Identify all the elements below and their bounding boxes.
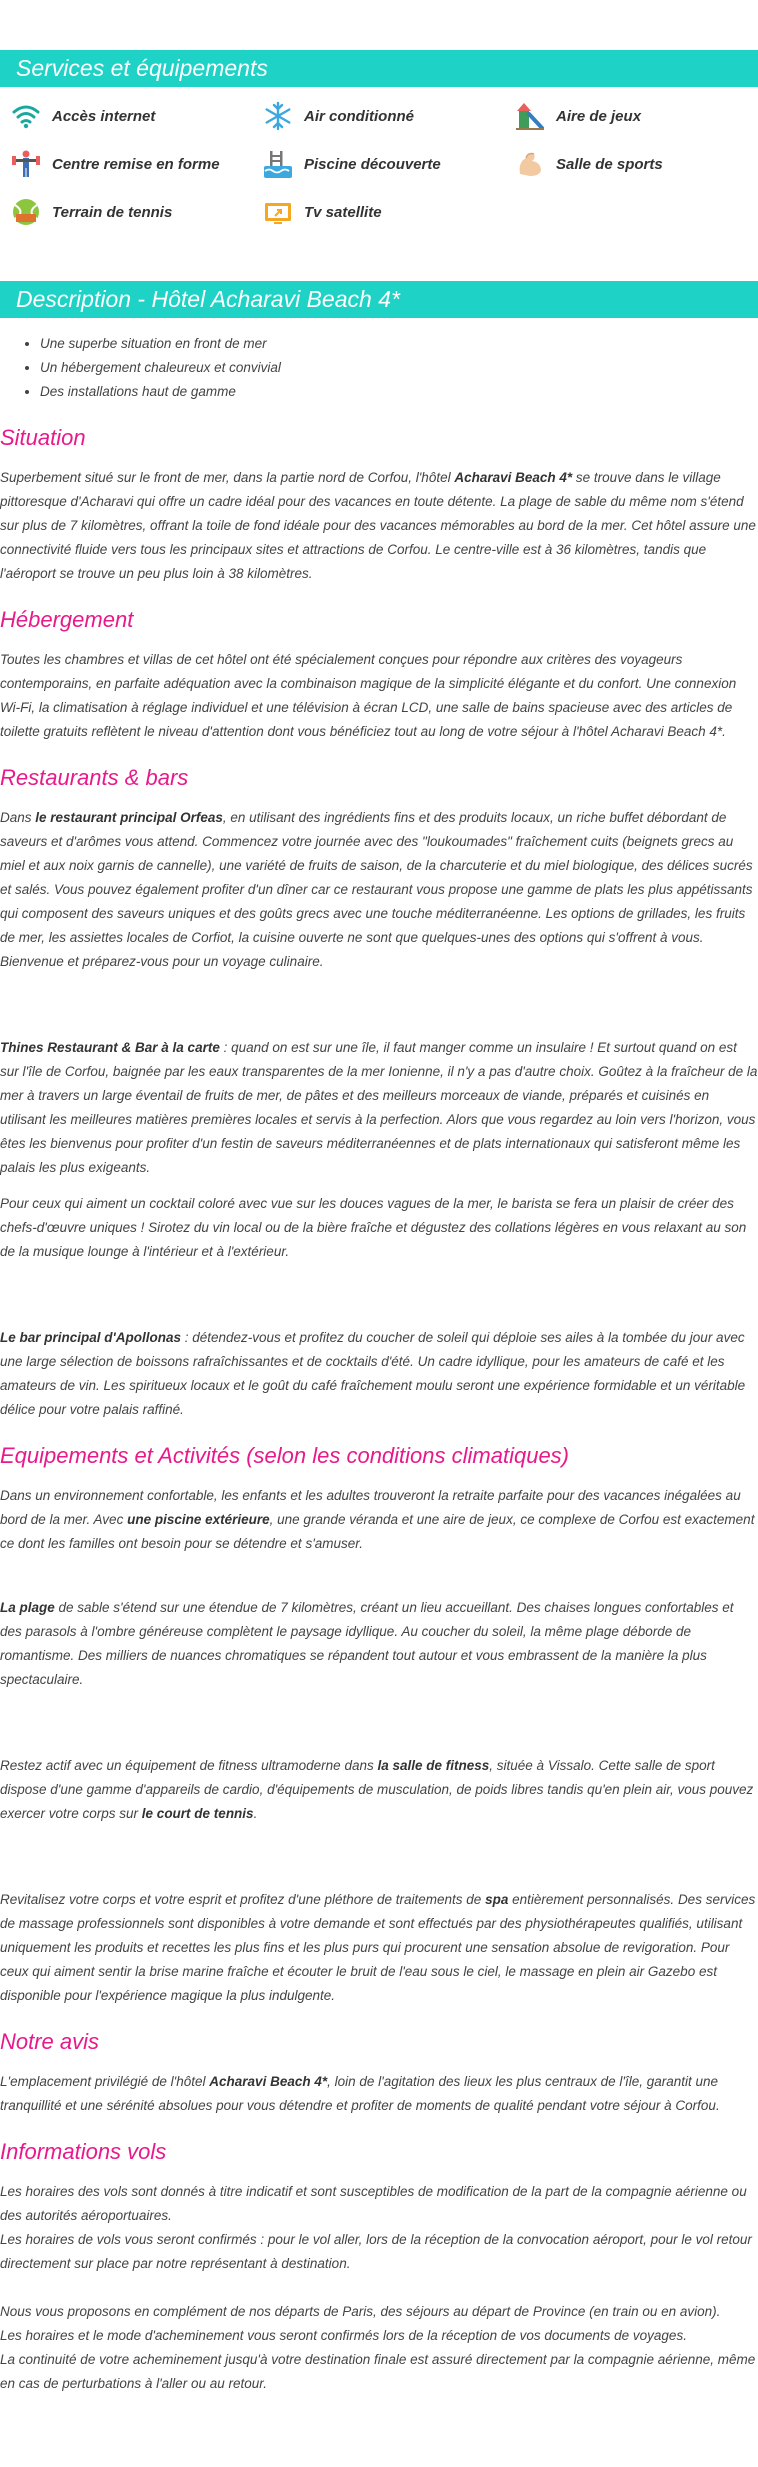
spa-paragraph: Revitalisez votre corps et votre esprit et profitez d'une pléthore de traitements de spa entièrement personnalisés. Des services de massage professionnels sont disponibles à votre demande et sont effectués par des physiothérapeutes qualifiés, utilisant uniquement les produits et recettes les plus fins et les plus purs qui procurent une sensation absolue de revigoration. Pour ceux qui aiment sentir la brise marine fraîche et écouter le bruit de l'eau sous le ciel, le massage en plein air Gazebo est disponible pour l'expérience magique la plus indulgente. [0, 1892, 756, 2003]
list-item: • Une superbe situation en front de mer [40, 332, 758, 356]
service-label: Centre remise en forme [52, 155, 220, 173]
hebergement-paragraph: Toutes les chambres et villas de cet hôtel ont été spécialement conçues pour répondre aux critères des voyageurs contemporains, en parfaite adéquation avec la combinaison magique de la simplicité élégante et du confort. Une connexion Wi-Fi, la climatisation à réglage individuel et une télévision à écran LCD, une salle de bains spacieuse avec des articles de toilette gratuits reflètent le niveau d'attention dont vous bénéficiez tout au long de votre séjour à l'hôtel Acharavi Beach 4*. [0, 652, 737, 739]
fitness-paragraph: Restez actif avec un équipement de fitness ultramoderne dans la salle de fitness, située à Vissalo. Cette salle de sport dispose d'une gamme d'appareils de cardio, d'équipements de musculation, de poids libres tandis qu'en plein air, vous pouvez exercer votre corps sur le court de tennis. [0, 1758, 754, 1821]
restaurant-thines-paragraph: Thines Restaurant & Bar à la carte : quand on est sur une île, il faut manger comme un insulaire ! Et surtout quand on est sur l'île de Corfou, baignée par les eaux transparentes de la mer Ionienne, il n'y a pas d'autre choix. Goûtez à la fraîcheur de la mer à travers un large éventail de fruits de mer, de pâtes et des meilleurs morceaux de viande, préparés et cuisinés en utilisant les meilleures matières premières locales et servis à la perfection. Alors que vous regardez au loin vers l'horizon, vous êtes les bienvenus pour profiter d'un festin de saveurs méditerranéennes et de plats internationaux qui satisferont même les palais les plus exigeants. [0, 1040, 758, 1175]
avis-heading: Notre avis [0, 2029, 100, 2054]
beach-paragraph: La plage de sable s'étend sur une étendue de 7 kilomètres, créant un lieu accueillant. Des chaises longues confortables et des parasols à l'ombre généreuse complètent le paysage idyllique. Au coucher du soleil, la même plage déborde de romantisme. Des milliers de nuances chromatiques se répandent tout autour et vous embrassent de la manière la plus spectaculaire. [0, 1600, 734, 1687]
service-label: Terrain de tennis [52, 203, 173, 221]
vols-province-paragraph: Nous vous proposons en complément de nos départs de Paris, des séjours au départ de Province (en train ou en avion). Les horaires et le mode d'acheminement vous seront confirmés lors de la réception de vos documents de voyages. La continuité de votre acheminement jusqu'à votre destination finale est assuré directement par la compagnie aérienne, même en cas de perturbations à l'aller ou au retour. [0, 2304, 756, 2391]
hebergement-heading: Hébergement [0, 607, 134, 632]
service-label: Aire de jeux [556, 107, 642, 125]
restaurant-orfeas-paragraph: Dans le restaurant principal Orfeas, en utilisant des ingrédients fins et des produits locaux, un riche buffet débordant de saveurs et d'arômes vous attend. Commencez votre journée avec des "loukoumades" fraîchement cuits (beignets grecs au miel et aux noix garnis de cannelle), une variété de fruits de saison, de la charcuterie et du miel biologique, des délices sucrés et salés. Vous pouvez également profiter d'un dîner car ce restaurant vous propose une gamme de plats les plus appétissants qui composent des saveurs uniques et des goûts grecs avec une touche méditerranéenne. Les options de grillades, les fruits de mer, les assiettes locales de Corfiot, la cuisine ouverte ne sont que quelques-unes des options qui s'offrent à vous. Bienvenue et préparez-vous pour un voyage culinaire. [0, 810, 753, 969]
list-item: • Des installations haut de gamme [40, 380, 758, 404]
service-internet [10, 99, 262, 133]
service-tennis-court [10, 195, 262, 229]
description-title: Description - Hôtel Acharavi Beach 4* [0, 281, 758, 318]
gym-icon [514, 148, 546, 180]
services-section-title: Services et équipements [0, 50, 758, 87]
service-label: Piscine découverte [304, 155, 441, 173]
service-label: Tv satellite [304, 203, 382, 221]
cocktail-paragraph: Pour ceux qui aiment un cocktail coloré avec vue sur les douces vagues de la mer, le barista se fera un plaisir de créer des chefs-d'œuvre uniques ! Sirotez du vin local ou de la bière fraîche et dégustez des collations légères en vous relaxant au son de la musique lounge à l'intérieur et à l'extérieur. [0, 1196, 747, 1259]
situation-paragraph: Superbement situé sur le front de mer, dans la partie nord de Corfou, l'hôtel Acharavi Beach 4* se trouve dans le village pittoresque d'Acharavi qui offre un cadre idéal pour des vacances en toute détente. La plage de sable du même nom s'étend sur plus de 7 kilomètres, offrant la toile de fond idéale pour des vacances mémorables au bord de la mer. Cet hôtel assure une connectivité fluide vers tous les principaux sites et attractions de Corfou. Le centre-ville est à 36 kilomètres, tandis que l'aéroport se trouve un peu plus loin à 38 kilomètres. [0, 470, 756, 581]
highlights-list [0, 332, 758, 404]
tennis-icon [10, 196, 42, 228]
service-playground [514, 99, 758, 133]
restaurants-heading: Restaurants & bars [0, 765, 189, 790]
service-label: Salle de sports [556, 155, 663, 173]
snowflake-icon [262, 100, 294, 132]
service-satellite-tv [262, 195, 514, 229]
fitness-icon [10, 148, 42, 180]
pool-icon [262, 148, 294, 180]
situation-heading: Situation [0, 425, 86, 450]
playground-icon [514, 100, 546, 132]
wifi-icon [10, 100, 42, 132]
services-grid [0, 87, 758, 229]
avis-paragraph: L'emplacement privilégié de l'hôtel Acharavi Beach 4*, loin de l'agitation des lieux les plus centraux de l'île, garantit une tranquillité et une sérénité absolues pour vous détendre et profiter de moments de qualité pendant votre séjour à Corfou. [0, 2074, 720, 2113]
service-label: Air conditionné [304, 107, 414, 125]
service-gym [514, 147, 758, 181]
service-outdoor-pool [262, 147, 514, 181]
list-item: • Un hébergement chaleureux et convivial [40, 356, 758, 380]
vols-paragraph: Les horaires des vols sont donnés à titre indicatif et sont susceptibles de modification de la part de la compagnie aérienne ou des autorités aéroportuaires. Les horaires de vols vous seront confirmés : pour le vol aller, lors de la réception de la convocation aéroport, pour le vol retour directement sur place par notre représentant à destination. [0, 2184, 752, 2271]
vols-heading: Informations vols [0, 2139, 167, 2164]
pool-paragraph: Dans un environnement confortable, les enfants et les adultes trouveront la retraite parfaite pour des vacances inégalées au bord de la mer. Avec une piscine extérieure, une grande véranda et une aire de jeux, ce complexe de Corfou est exactement ce dont les familles ont besoin pour se détendre et s'amuser. [0, 1488, 755, 1551]
tv-icon [262, 196, 294, 228]
service-fitness-center [10, 147, 262, 181]
service-label: Accès internet [52, 107, 156, 125]
equipements-heading: Equipements et Activités (selon les conditions climatiques) [0, 1443, 570, 1468]
bar-apollonas-paragraph: Le bar principal d'Apollonas : détendez-vous et profitez du coucher de soleil qui déploie ses ailes à la tombée du jour avec une large sélection de boissons rafraîchissantes et de cocktails d'été. Un cadre idyllique, pour les amateurs de café et les amateurs de vin. Les spiritueux locaux et le goût du café fraîchement moulu seront une expérience formidable et un véritable délice pour votre palais raffiné. [0, 1330, 746, 1417]
service-air-conditioning [262, 99, 514, 133]
